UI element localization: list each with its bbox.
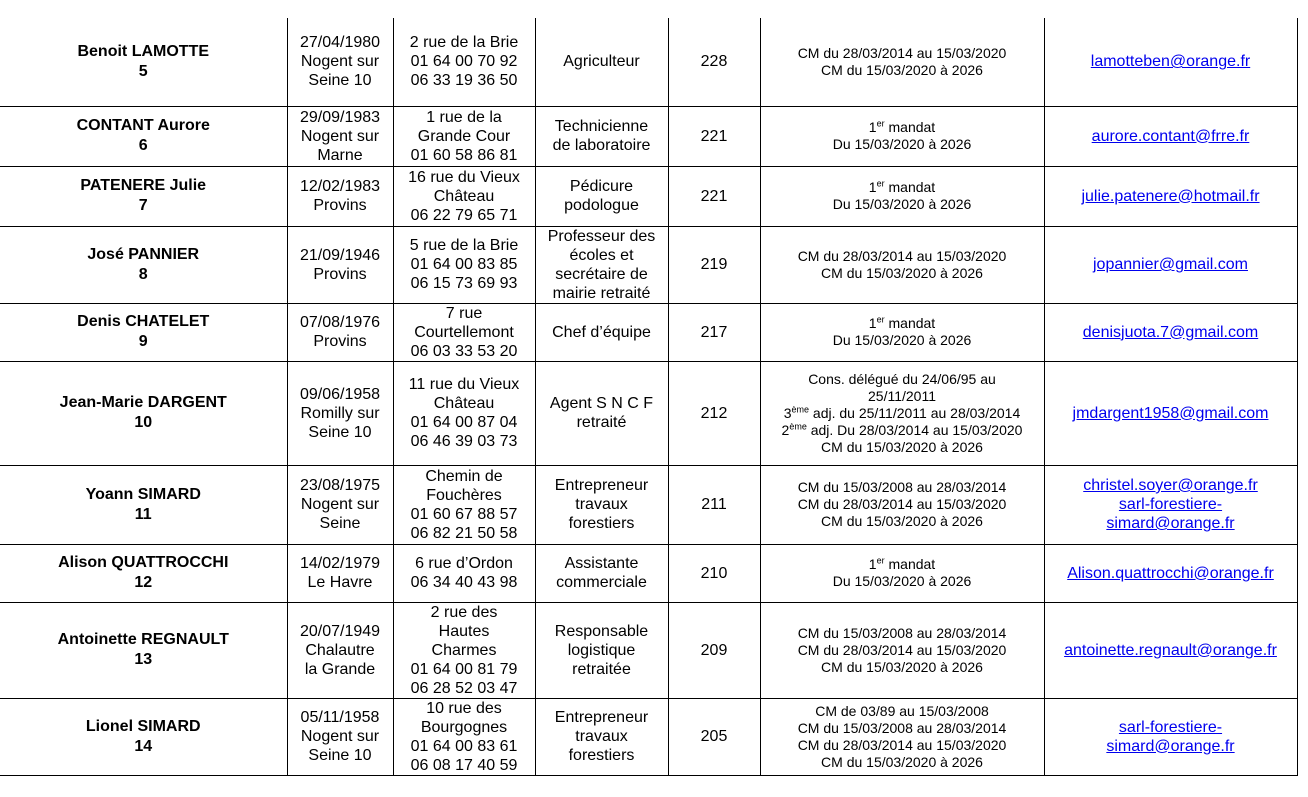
- councillor-number: 5: [138, 62, 148, 80]
- votes-value: 228: [700, 53, 728, 71]
- cell-line: 25/11/2011: [868, 387, 936, 404]
- email-cell: [1044, 226, 1297, 303]
- address-cell: [393, 698, 535, 775]
- address-cell: [393, 18, 535, 106]
- cell-line: Du 15/03/2020 à 2026: [832, 196, 972, 212]
- ordinal-suffix: er: [876, 178, 885, 189]
- cell-line: CM du 15/03/2020 à 2026: [821, 513, 983, 529]
- councillor-name: CONTANT Aurore: [76, 117, 210, 134]
- birth-cell: [287, 544, 393, 602]
- table-row: [0, 18, 1297, 106]
- mandat-line: [765, 119, 1040, 136]
- mandate-cell: [760, 544, 1044, 602]
- cell-line: Du 15/03/2020 à 2026: [832, 573, 972, 589]
- table-row: [0, 106, 1297, 166]
- mandat-line: [765, 315, 1040, 332]
- councillor-number: 9: [138, 333, 148, 350]
- cell-line: 2 rue des: [430, 603, 498, 621]
- table-row: [0, 544, 1297, 602]
- councillor-number: 6: [138, 137, 148, 154]
- cell-line: Assistante: [564, 555, 639, 572]
- birth-cell: [287, 303, 393, 361]
- ordinal-suffix: er: [876, 555, 885, 566]
- email-text: simard@orange.fr: [1106, 515, 1235, 532]
- cell-line: Fouchères: [426, 486, 502, 504]
- mandate-cell: [760, 18, 1044, 106]
- email-cell: [1044, 602, 1297, 698]
- councillor-name-cell: [0, 602, 287, 698]
- votes-cell: [668, 544, 760, 602]
- cell-line: CM du 28/03/2014 au 15/03/2020: [797, 44, 1007, 61]
- councillor-name-cell: [0, 698, 287, 775]
- mandate-cell: [760, 602, 1044, 698]
- address-cell: [393, 226, 535, 303]
- email-cell: [1044, 698, 1297, 775]
- councillor-name-cell: [0, 18, 287, 106]
- votes-cell: [668, 465, 760, 544]
- email-cell: [1044, 106, 1297, 166]
- cell-line: CM du 28/03/2014 au 15/03/2020: [797, 247, 1007, 264]
- birth-cell: [287, 602, 393, 698]
- councillor-name: José PANNIER: [87, 245, 200, 263]
- email-link[interactable]: [1049, 404, 1293, 423]
- cell-line: Responsable: [554, 622, 649, 640]
- cell-line: la Grande: [304, 660, 376, 678]
- ordinal-suffix: ème: [791, 403, 810, 414]
- mandat-text: adj. du 25/11/2011 au 28/03/2014: [809, 404, 1021, 421]
- email-text: jmdargent1958@gmail.com: [1072, 404, 1269, 422]
- votes-cell: [668, 602, 760, 698]
- cell-line: Entrepreneur: [554, 709, 649, 726]
- votes-value: 210: [700, 564, 728, 582]
- table-row: [0, 166, 1297, 226]
- cell-line: forestiers: [568, 515, 635, 532]
- cell-line: Entrepreneur: [554, 477, 649, 494]
- cell-line: 09/06/1958: [299, 385, 381, 403]
- mandate-cell: [760, 106, 1044, 166]
- cell-line: 21/09/1946: [299, 246, 381, 264]
- cell-line: 16 rue du Vieux: [408, 168, 520, 186]
- mandat-text: mandat: [884, 315, 936, 331]
- cell-line: 06 46 39 03 73: [410, 433, 518, 450]
- cell-line: 23/08/1975: [299, 477, 381, 494]
- cell-line: 01 64 00 83 85: [410, 256, 518, 273]
- email-text: Alison.quattrocchi@orange.fr: [1067, 564, 1274, 582]
- votes-cell: [668, 106, 760, 166]
- mandat-text: adj. Du 28/03/2014 au 15/03/2020: [806, 421, 1023, 438]
- birth-cell: [287, 106, 393, 166]
- votes-value: 221: [700, 127, 728, 145]
- cell-line: Chemin de: [425, 467, 503, 485]
- email-cell: [1044, 544, 1297, 602]
- email-link[interactable]: [1049, 718, 1293, 756]
- cell-line: Romilly sur: [300, 404, 380, 422]
- cell-line: CM du 15/03/2020 à 2026: [821, 264, 983, 281]
- cell-line: 7 rue: [445, 304, 483, 322]
- cell-line: Charmes: [431, 641, 497, 659]
- councillor-name-cell: [0, 544, 287, 602]
- cell-line: commerciale: [556, 574, 647, 591]
- cell-line: Provins: [313, 333, 367, 350]
- cell-line: Seine 10: [308, 747, 372, 764]
- cell-line: retraitée: [572, 660, 631, 678]
- profession-cell: [535, 544, 668, 602]
- birth-cell: [287, 18, 393, 106]
- cell-line: de laboratoire: [552, 137, 651, 154]
- cell-line: CM du 15/03/2008 au 28/03/2014: [797, 624, 1007, 641]
- votes-cell: [668, 361, 760, 465]
- cell-line: 29/09/1983: [299, 108, 381, 126]
- votes-cell: [668, 166, 760, 226]
- cell-line: 5 rue de la Brie: [409, 237, 519, 254]
- birth-cell: [287, 698, 393, 775]
- cell-line: Provins: [313, 265, 367, 283]
- cell-line: CM du 15/03/2020 à 2026: [821, 658, 983, 675]
- cell-line: Grande Cour: [417, 127, 511, 145]
- ordinal-number: 1: [868, 315, 877, 331]
- cell-line: CM du 28/03/2014 au 15/03/2020: [797, 496, 1007, 512]
- cell-line: Chalautre: [305, 641, 375, 659]
- councillor-name: Yoann SIMARD: [85, 485, 201, 503]
- table-row: [0, 226, 1297, 303]
- cell-line: mairie retraité: [552, 284, 651, 302]
- votes-value: 219: [700, 256, 728, 273]
- councillor-number: 14: [134, 737, 153, 755]
- mandat-text: mandat: [884, 179, 936, 195]
- ordinal-number: 1: [868, 119, 877, 135]
- email-text: christel.soyer@orange.fr: [1083, 477, 1258, 494]
- profession-cell: [535, 106, 668, 166]
- councillor-name: Alison QUATTROCCHI: [58, 554, 229, 571]
- email-link[interactable]: [1049, 476, 1293, 533]
- ordinal-number: 3: [783, 404, 792, 421]
- email-cell: [1044, 303, 1297, 361]
- councillor-name: Antoinette REGNAULT: [57, 631, 229, 648]
- cell-line: 10 rue des: [426, 699, 502, 717]
- mandat-line: [765, 179, 1040, 196]
- table-row: [0, 465, 1297, 544]
- cell-line: CM du 28/03/2014 au 15/03/2020: [797, 736, 1007, 753]
- councillor-number: 11: [134, 505, 152, 523]
- councillor-name-cell: [0, 166, 287, 226]
- cell-line: forestiers: [568, 747, 635, 764]
- cell-line: écoles et: [569, 246, 634, 264]
- cell-line: Technicienne: [554, 118, 649, 135]
- table-row: [0, 361, 1297, 465]
- cell-line: CM du 15/03/2008 au 28/03/2014: [797, 479, 1007, 495]
- ordinal-suffix: er: [876, 314, 885, 325]
- ordinal-number: 1: [868, 556, 877, 572]
- cell-line: 06 22 79 65 71: [410, 206, 518, 224]
- cell-line: Courtellemont: [414, 323, 514, 341]
- birth-cell: [287, 465, 393, 544]
- councillor-number: 8: [138, 265, 148, 283]
- cell-line: Le Havre: [307, 574, 373, 591]
- votes-value: 212: [700, 404, 728, 422]
- profession-cell: [535, 465, 668, 544]
- cell-line: secrétaire de: [555, 265, 648, 283]
- mandat-text: mandat: [884, 119, 936, 135]
- cell-line: logistique: [567, 641, 636, 659]
- votes-cell: [668, 18, 760, 106]
- email-text: simard@orange.fr: [1106, 737, 1235, 755]
- cell-line: 06 82 21 50 58: [410, 524, 518, 542]
- address-cell: [393, 166, 535, 226]
- cell-line: 12/02/1983: [299, 178, 381, 195]
- votes-value: 205: [700, 728, 728, 745]
- cell-line: CM du 15/03/2020 à 2026: [821, 61, 983, 78]
- mandate-cell: [760, 465, 1044, 544]
- cell-line: 6 rue d’Ordon: [415, 555, 513, 572]
- cell-line: CM du 15/03/2008 au 28/03/2014: [797, 719, 1007, 736]
- cell-line: 14/02/1979: [299, 555, 381, 572]
- cell-line: travaux: [575, 496, 628, 513]
- email-link[interactable]: [1049, 323, 1293, 342]
- mandate-cell: [760, 361, 1044, 465]
- email-text: julie.patenere@hotmail.fr: [1081, 187, 1260, 205]
- cell-line: Provins: [313, 197, 367, 214]
- cell-line: 01 60 58 86 81: [410, 146, 518, 164]
- votes-value: 211: [701, 496, 727, 513]
- cell-line: 05/11/1958: [300, 709, 380, 726]
- email-text: denisjuota.7@gmail.com: [1082, 323, 1259, 341]
- ordinal-number: 1: [868, 179, 877, 195]
- profession-cell: [535, 698, 668, 775]
- cell-line: 06 15 73 69 93: [410, 275, 518, 292]
- email-cell: [1044, 18, 1297, 106]
- cell-line: 06 28 52 03 47: [410, 679, 518, 697]
- table-row: [0, 303, 1297, 361]
- birth-cell: [287, 166, 393, 226]
- cell-line: 2 rue de la Brie: [409, 34, 519, 52]
- ordinal-number: 2: [781, 421, 790, 438]
- cell-line: podologue: [564, 197, 639, 214]
- cell-line: Du 15/03/2020 à 2026: [832, 332, 972, 348]
- cell-line: Pédicure: [569, 178, 634, 195]
- cell-line: 01 64 00 70 92: [410, 53, 518, 71]
- cell-line: 01 64 00 87 04: [410, 414, 518, 431]
- votes-cell: [668, 226, 760, 303]
- profession-cell: [535, 361, 668, 465]
- cell-line: 07/08/1976: [299, 314, 381, 331]
- councillor-number: 13: [134, 651, 153, 668]
- address-cell: [393, 602, 535, 698]
- profession-cell: [535, 166, 668, 226]
- email-text: sarl-forestiere-: [1118, 718, 1223, 736]
- councillor-name-cell: [0, 106, 287, 166]
- councillors-table: [0, 18, 1298, 776]
- birth-cell: [287, 361, 393, 465]
- cell-line: Professeur des: [547, 227, 656, 245]
- votes-value: 209: [700, 641, 728, 659]
- cell-line: Nogent sur: [300, 127, 380, 145]
- votes-value: 221: [700, 187, 728, 205]
- cell-line: 01 60 67 88 57: [410, 505, 518, 523]
- cell-line: CM de 03/89 au 15/03/2008: [815, 702, 989, 719]
- email-text: jopannier@gmail.com: [1093, 256, 1248, 273]
- cell-line: Seine 10: [308, 72, 372, 90]
- cell-line: Bourgognes: [420, 718, 508, 736]
- cell-line: 01 64 00 81 79: [410, 660, 518, 678]
- ordinal-suffix: er: [876, 118, 885, 129]
- table-row: [0, 698, 1297, 775]
- address-cell: [393, 106, 535, 166]
- cell-line: 11 rue du Vieux: [408, 376, 520, 393]
- cell-line: Du 15/03/2020 à 2026: [832, 136, 972, 152]
- cell-line: Cons. délégué du 24/06/95 au: [808, 370, 996, 387]
- votes-value: 217: [700, 323, 728, 341]
- email-text: antoinette.regnault@orange.fr: [1064, 641, 1277, 659]
- profession-cell: [535, 18, 668, 106]
- mandat-line: [765, 556, 1040, 573]
- cell-line: 20/07/1949: [299, 622, 381, 640]
- cell-line: 06 08 17 40 59: [410, 756, 518, 774]
- councillor-number: 7: [138, 197, 148, 214]
- email-link[interactable]: [1049, 564, 1293, 583]
- cell-line: Marne: [317, 146, 363, 164]
- votes-cell: [668, 303, 760, 361]
- mandat-line: [765, 422, 1040, 439]
- profession-cell: [535, 226, 668, 303]
- ordinal-suffix: ème: [789, 420, 807, 431]
- cell-line: CM du 28/03/2014 au 15/03/2020: [797, 641, 1007, 658]
- cell-line: Hautes: [438, 622, 490, 640]
- email-link[interactable]: [1049, 127, 1293, 146]
- email-link[interactable]: [1049, 52, 1293, 71]
- councillor-name-cell: [0, 226, 287, 303]
- address-cell: [393, 361, 535, 465]
- cell-line: 1 rue de la: [426, 108, 502, 126]
- email-link[interactable]: [1049, 255, 1293, 274]
- cell-line: 06 33 19 36 50: [410, 72, 518, 90]
- email-link[interactable]: [1049, 641, 1293, 660]
- email-cell: [1044, 166, 1297, 226]
- address-cell: [393, 544, 535, 602]
- profession-cell: [535, 303, 668, 361]
- councillor-name: PATENERE Julie: [80, 177, 207, 194]
- cell-line: Seine: [319, 515, 361, 532]
- cell-line: Nogent sur: [300, 728, 380, 745]
- cell-line: 27/04/1980: [299, 34, 381, 52]
- votes-cell: [668, 698, 760, 775]
- mandat-line: [765, 405, 1040, 422]
- councillor-name-cell: [0, 303, 287, 361]
- address-cell: [393, 303, 535, 361]
- cell-line: Nogent sur: [300, 496, 380, 513]
- cell-line: Château: [433, 187, 495, 205]
- mandate-cell: [760, 166, 1044, 226]
- cell-line: Seine 10: [308, 423, 372, 441]
- email-text: sarl-forestiere-: [1118, 496, 1223, 513]
- cell-line: Nogent sur: [300, 53, 380, 71]
- councillor-name: Jean-Marie DARGENT: [59, 394, 227, 411]
- cell-line: travaux: [575, 728, 628, 745]
- cell-line: 06 34 40 43 98: [410, 574, 518, 591]
- cell-line: Château: [433, 395, 495, 412]
- email-link[interactable]: [1049, 187, 1293, 206]
- mandate-cell: [760, 226, 1044, 303]
- cell-line: Chef d’équipe: [552, 323, 651, 341]
- email-cell: [1044, 465, 1297, 544]
- birth-cell: [287, 226, 393, 303]
- councillor-number: 10: [134, 414, 153, 431]
- councillor-name-cell: [0, 361, 287, 465]
- cell-line: 06 03 33 53 20: [410, 342, 518, 360]
- table-row: [0, 602, 1297, 698]
- table-body: [0, 18, 1297, 775]
- councillor-number: 12: [134, 574, 153, 591]
- profession-cell: [535, 602, 668, 698]
- email-cell: [1044, 361, 1297, 465]
- councillor-name: Lionel SIMARD: [85, 717, 201, 735]
- councillor-name: Denis CHATELET: [77, 313, 210, 330]
- councillor-name: Benoit LAMOTTE: [77, 42, 210, 60]
- cell-line: Agriculteur: [563, 53, 640, 71]
- cell-line: CM du 15/03/2020 à 2026: [821, 753, 983, 770]
- mandat-text: mandat: [884, 556, 936, 572]
- cell-line: 01 64 00 83 61: [410, 737, 518, 755]
- mandate-cell: [760, 303, 1044, 361]
- cell-line: CM du 15/03/2020 à 2026: [821, 438, 983, 455]
- councillor-name-cell: [0, 465, 287, 544]
- mandate-cell: [760, 698, 1044, 775]
- email-text: aurore.contant@frre.fr: [1091, 127, 1250, 145]
- cell-line: Agent S N C F: [549, 395, 654, 412]
- address-cell: [393, 465, 535, 544]
- email-text: lamotteben@orange.fr: [1090, 53, 1251, 71]
- cell-line: retraité: [576, 414, 627, 431]
